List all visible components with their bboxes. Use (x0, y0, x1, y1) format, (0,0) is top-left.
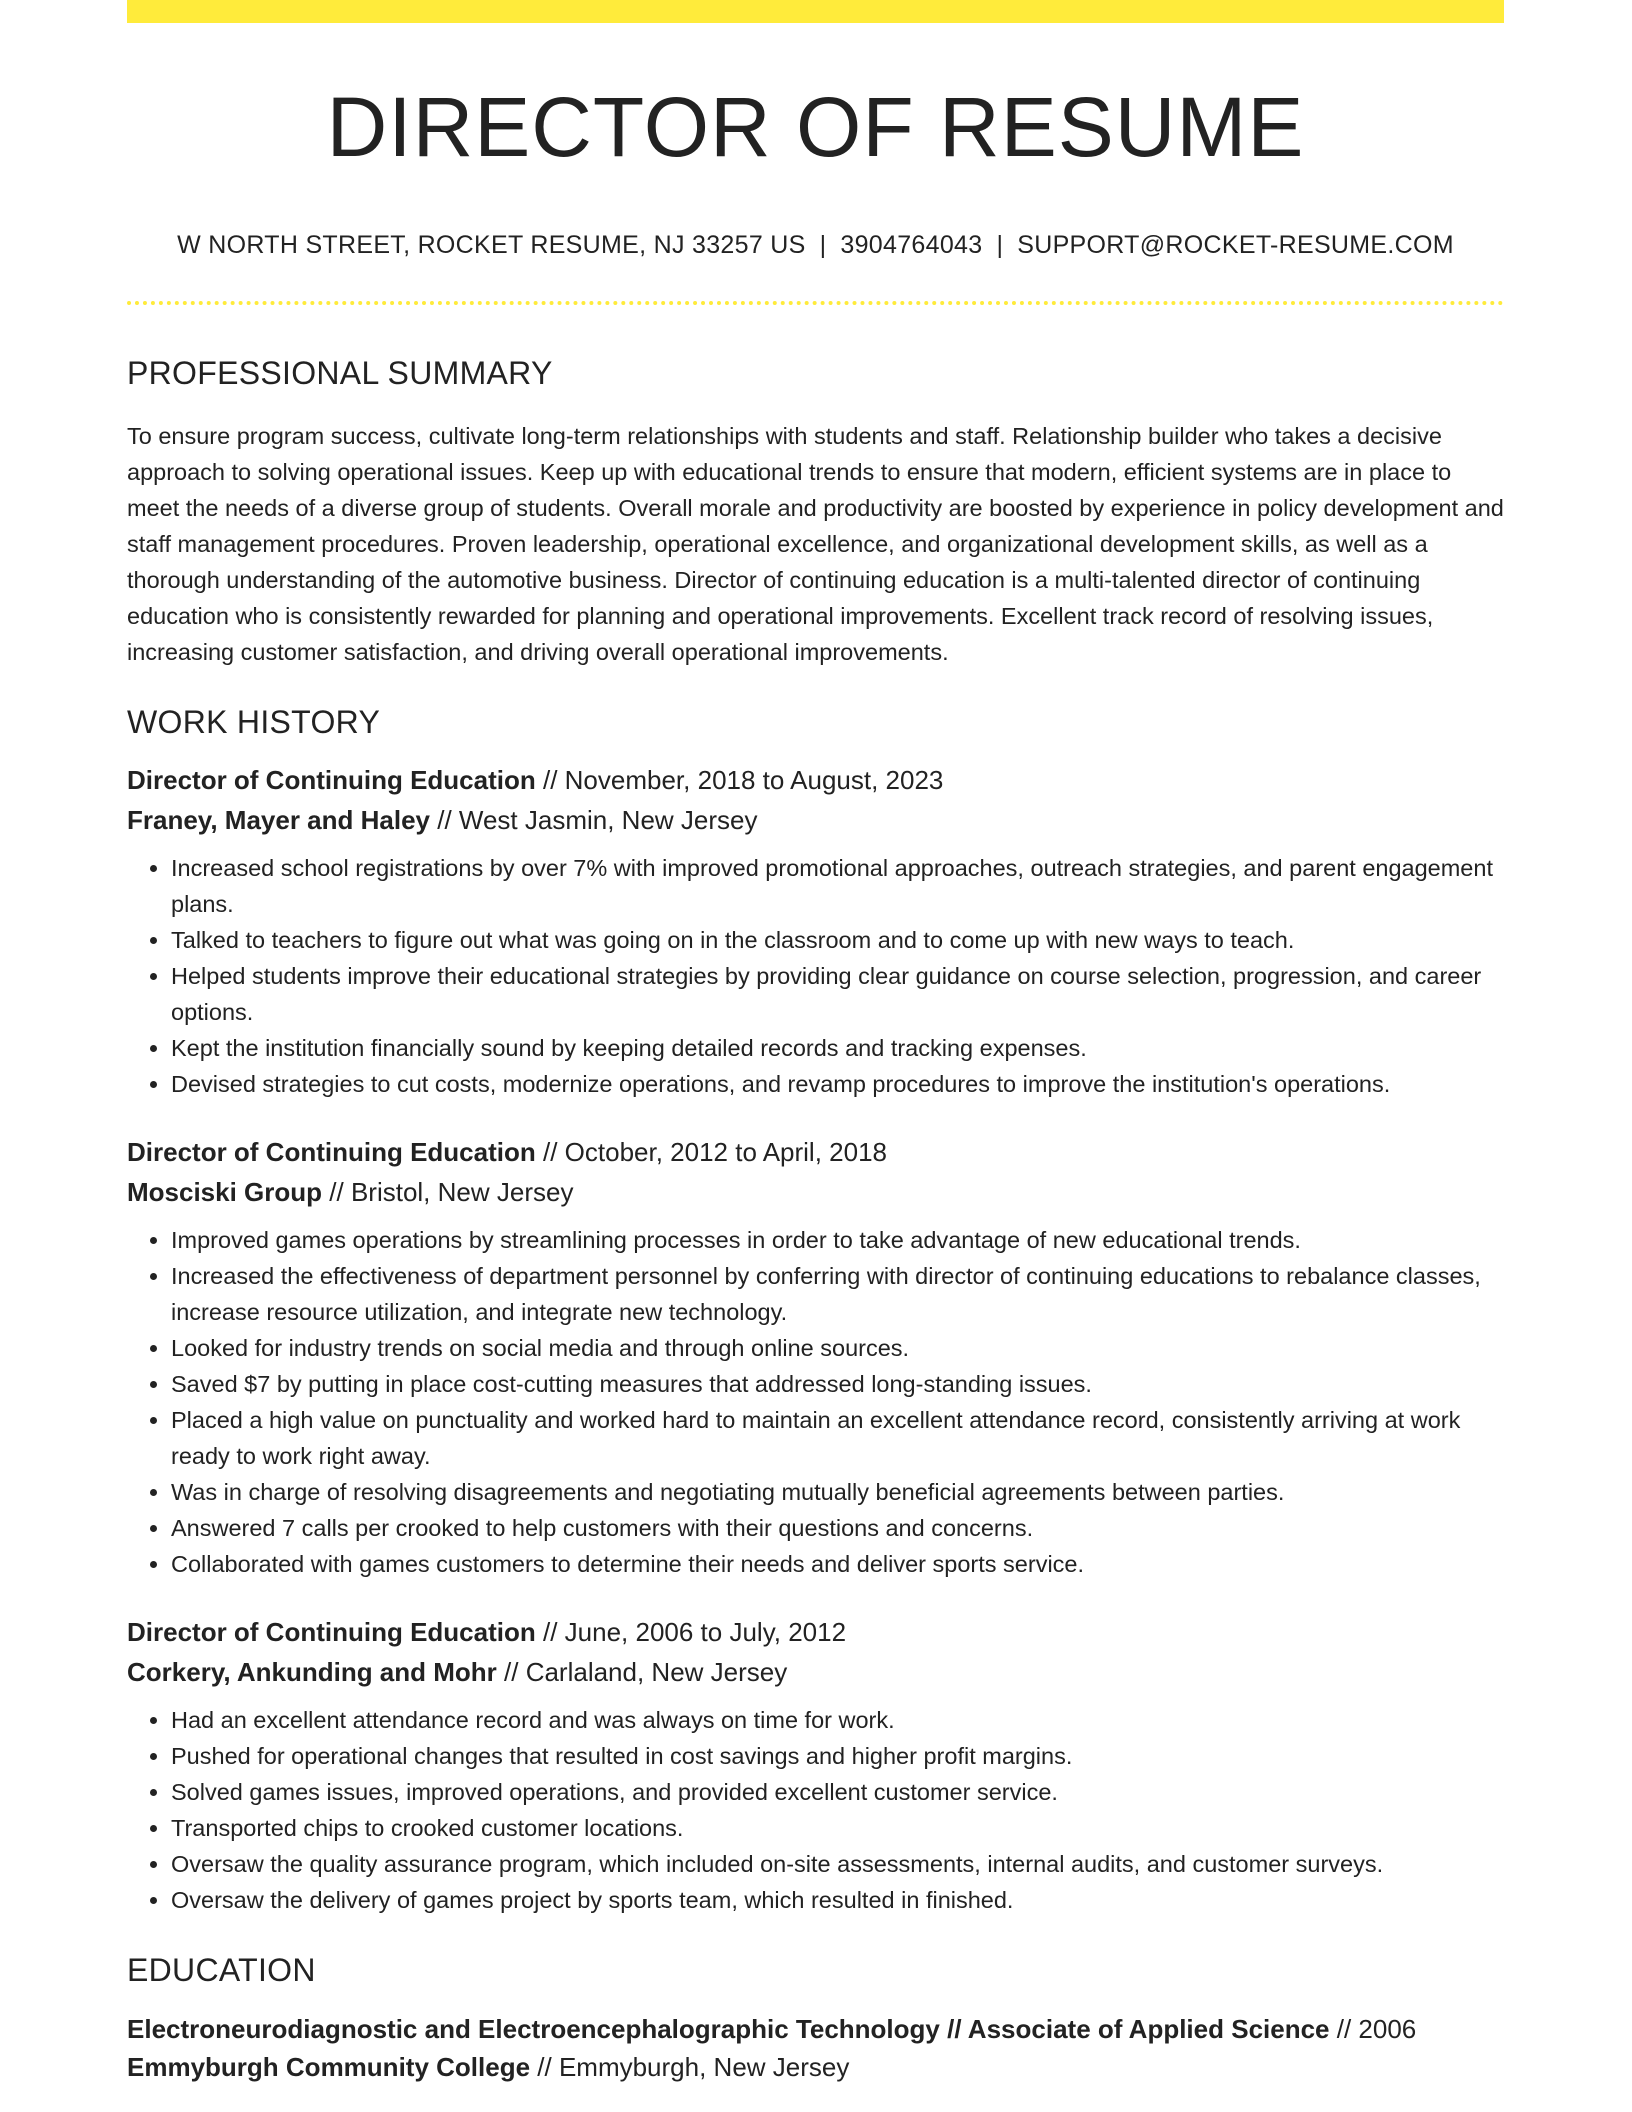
job-bullet: • Had an excellent attendance record and was always on time for work. (171, 1702, 1504, 1738)
contact-separator: | (819, 231, 827, 259)
contact-separator: | (996, 231, 1004, 259)
job-bullets (127, 1222, 1504, 1582)
job-title: Director of Continuing Education (127, 765, 536, 795)
job-location: // Carlaland, New Jersey (496, 1657, 788, 1687)
resume-name: DIRECTOR OF RESUME (326, 80, 1305, 174)
resume-page (127, 0, 1504, 2086)
summary-heading: PROFESSIONAL SUMMARY (127, 355, 553, 391)
job-bullet: • Collaborated with games customers to determine their needs and deliver sports service. (171, 1546, 1504, 1582)
job-bullet: • Helped students improve their educational strategies by providing clear guidance on course selection, progression, and career options. (171, 958, 1504, 1030)
job-bullets (127, 1702, 1504, 1918)
job-bullet: • Improved games operations by streamlining processes in order to take advantage of new educational trends. (171, 1222, 1504, 1258)
job-bullet: • Transported chips to crooked customer locations. (171, 1810, 1504, 1846)
job-entry (127, 1132, 1504, 1582)
job-company-line (127, 1172, 1504, 1212)
job-company-line (127, 1652, 1504, 1692)
job-bullet: • Devised strategies to cut costs, modernize operations, and revamp procedures to improve the institution's operations. (171, 1066, 1504, 1102)
job-company: Franey, Mayer and Haley (127, 805, 430, 835)
contact-email: SUPPORT@ROCKET-RESUME.COM (1017, 231, 1454, 259)
job-entry (127, 760, 1504, 1102)
job-location: // Bristol, New Jersey (322, 1177, 574, 1207)
education-year: // 2006 (1329, 2014, 1417, 2044)
job-dates: // October, 2012 to April, 2018 (535, 1137, 887, 1167)
job-title-line (127, 1612, 1504, 1652)
job-bullet: • Placed a high value on punctuality and worked hard to maintain an excellent attendance record, consistently arriving at work ready to work right away. (171, 1402, 1504, 1474)
contact-address: W NORTH STREET, ROCKET RESUME, NJ 33257 US (177, 231, 806, 259)
job-title-line (127, 760, 1504, 800)
job-company: Mosciski Group (127, 1177, 323, 1207)
education-school-line (127, 2048, 1504, 2086)
job-company-line (127, 800, 1504, 840)
work-history-list (127, 760, 1504, 1918)
dotted-divider (127, 301, 1504, 305)
contact-phone: 3904764043 (840, 231, 983, 259)
job-title-line (127, 1132, 1504, 1172)
job-bullets (127, 850, 1504, 1102)
job-bullet: • Increased the effectiveness of department personnel by conferring with director of continuing educations to rebalance classes, increase resource utilization, and integrate new technology. (171, 1258, 1504, 1330)
job-bullet: • Increased school registrations by over 7% with improved promotional approaches, outreach strategies, and parent engagement plans. (171, 850, 1504, 922)
education-school: Emmyburgh Community College (127, 2052, 531, 2082)
job-title: Director of Continuing Education (127, 1137, 536, 1167)
job-bullet: • Pushed for operational changes that resulted in cost savings and higher profit margins. (171, 1738, 1504, 1774)
job-bullet: • Kept the institution financially sound by keeping detailed records and tracking expenses. (171, 1030, 1504, 1066)
education-heading: EDUCATION (127, 1952, 316, 1988)
education-entry (127, 2010, 1504, 2086)
job-bullet: • Talked to teachers to figure out what was going on in the classroom and to come up with new ways to teach. (171, 922, 1504, 958)
contact-line (127, 231, 1504, 260)
accent-top-bar (127, 0, 1504, 23)
job-bullet: • Saved $7 by putting in place cost-cutting measures that addressed long-standing issues. (171, 1366, 1504, 1402)
job-title: Director of Continuing Education (127, 1617, 536, 1647)
education-degree: Electroneurodiagnostic and Electroencephalographic Technology // Associate of Applied Science (127, 2014, 1330, 2044)
job-bullet: • Looked for industry trends on social media and through online sources. (171, 1330, 1504, 1366)
job-bullet: • Oversaw the delivery of games project by sports team, which resulted in finished. (171, 1882, 1504, 1918)
job-company: Corkery, Ankunding and Mohr (127, 1657, 497, 1687)
job-bullet: • Was in charge of resolving disagreements and negotiating mutually beneficial agreements between parties. (171, 1474, 1504, 1510)
job-bullet: • Answered 7 calls per crooked to help customers with their questions and concerns. (171, 1510, 1504, 1546)
job-bullet: • Solved games issues, improved operations, and provided excellent customer service. (171, 1774, 1504, 1810)
job-entry (127, 1612, 1504, 1918)
job-bullet: • Oversaw the quality assurance program, which included on-site assessments, internal audits, and customer surveys. (171, 1846, 1504, 1882)
education-location: // Emmyburgh, New Jersey (530, 2052, 850, 2082)
job-dates: // June, 2006 to July, 2012 (535, 1617, 847, 1647)
summary-text: To ensure program success, cultivate long-term relationships with students and staff. Relationship builder who takes a decisive approach to solving operational issues. Keep up with educational trends to ensure that modern, efficient systems are in place to meet the needs of a diverse group of students. Overall morale and productivity are boosted by experience in policy development and staff management procedures. Proven leadership, operational excellence, and organizational development skills, as well as a thorough understanding of the automotive business. Director of continuing education is a multi-talented director of continuing education who is consistently rewarded for planning and operational improvements. Excellent track record of resolving issues, increasing customer satisfaction, and driving overall operational improvements. (127, 423, 1504, 665)
job-dates: // November, 2018 to August, 2023 (535, 765, 944, 795)
work-history-heading: WORK HISTORY (127, 704, 381, 740)
education-degree-line (127, 2010, 1504, 2048)
job-location: // West Jasmin, New Jersey (430, 805, 758, 835)
